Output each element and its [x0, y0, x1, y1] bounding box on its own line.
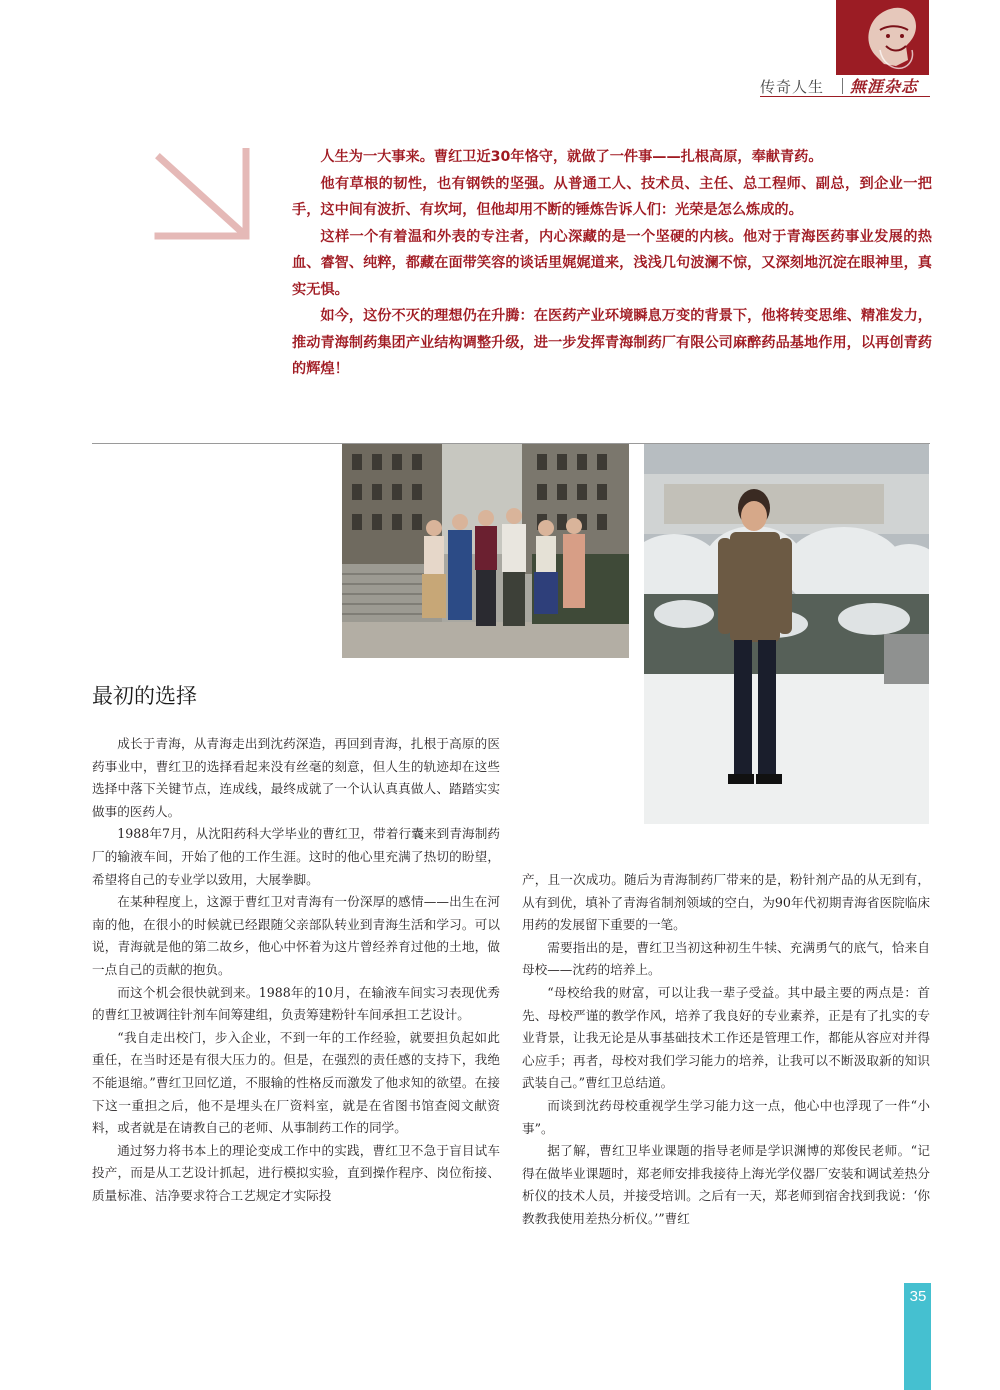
- article-column-right: [522, 869, 930, 1231]
- article-column-left: [92, 733, 500, 1207]
- arrow-down-right-icon: [152, 148, 256, 244]
- section-heading: 最初的选择: [92, 684, 197, 708]
- intro-paragraph: 如今，这份不灭的理想仍在升腾：在医药产业环境瞬息万变的背景下，他将转变思维、精准发力，推动青海制药集团产业结构调整升级，进一步发挥青海制药厂有限公司麻醉药品基地作用，以再创青药的辉煌！: [292, 308, 932, 377]
- section-label: 传奇人生: [760, 78, 825, 96]
- body-paragraph: 而这个机会很快就到来。1988年的10月，在输液车间实习表现优秀的曹红卫被调往针剂车间筹建组，负责筹建粉针车间承担工艺设计。: [92, 984, 500, 1023]
- body-paragraph: 产，且一次成功。随后为青海制药厂带来的是，粉针剂产品的从无到有，从有到优，填补了青海省制剂领域的空白，为90年代初期青海省医院临床用药的发展留下重要的一笔。: [522, 872, 930, 933]
- body-paragraph: 1988年7月，从沈阳药科大学毕业的曹红卫，带着行囊来到青海制药厂的输液车间，开始了他的工作生涯。这时的他心里充满了热切的盼望，希望将自己的专业学以致用，大展拳脚。: [92, 826, 500, 887]
- intro-paragraph: 人生为一大事来。曹红卫近30年恪守，就做了一件事——扎根高原，奉献青药。: [320, 149, 823, 165]
- header-underline: [760, 96, 930, 97]
- header-separator: [842, 78, 843, 94]
- body-paragraph: “我自走出校门，步入企业，不到一年的工作经验，就要担负起如此重任，在当时还是有很大压力的。但是，在强烈的责任感的支持下，我绝不能退缩。”曹红卫回忆道，不服输的性格反而激发了他求知的欲望。在接下这一重担之后，他不是埋头在厂资料室，就是在省图书馆查阅文献资料，或者就是在请教自己的老师、从事制药工作的同学。: [92, 1029, 500, 1136]
- body-paragraph: 需要指出的是，曹红卫当初这种初生牛犊、充满勇气的底气，恰来自母校——沈药的培养上。: [522, 939, 930, 978]
- body-paragraph: 而谈到沈药母校重视学生学习能力这一点，他心中也浮现了一件“小事”。: [522, 1097, 930, 1136]
- intro-summary: [292, 144, 932, 383]
- brand-logo-icon: [836, 0, 929, 75]
- intro-paragraph: 他有草根的韧性，也有钢铁的坚强。从普通工人、技术员、主任、总工程师、副总，到企业一把手，这中间有波折、有坎坷，但他却用不断的锤炼告诉人们：光荣是怎么炼成的。: [292, 175, 932, 218]
- body-paragraph: 通过努力将书本上的理论变成工作中的实践，曹红卫不急于盲目试车投产，而是从工艺设计抓起，进行模拟实验，直到操作程序、岗位衔接、质量标准、洁净要求符合工艺规定才实际投: [92, 1142, 500, 1203]
- group-photo: [342, 444, 629, 658]
- body-paragraph: 据了解，曹红卫毕业课题的指导老师是学识渊博的郑俊民老师。“记得在做毕业课题时，郑老师安排我接待上海光学仪器厂安装和调试差热分析仪的技术人员，并接受培训。之后有一天，郑老师到宿舍找到我说：‘你教教我使用差热分析仪。’”曹红: [522, 1143, 930, 1226]
- body-paragraph: 在某种程度上，这源于曹红卫对青海有一份深厚的感情——出生在河南的他，在很小的时候就已经跟随父亲部队转业到青海生活和学习。可以说，青海就是他的第二故乡，他心中怀着为这片曾经养育过他的土地，做一点自己的贡献的抱负。: [92, 894, 500, 977]
- portrait-photo: [644, 444, 929, 824]
- brand-title: 無涯杂志: [850, 77, 919, 96]
- page-number: 35: [909, 1288, 927, 1305]
- intro-paragraph: 这样一个有着温和外表的专注者，内心深藏的是一个坚硬的内核。他对于青海医药事业发展的热血、睿智、纯粹，都藏在面带笑容的谈话里娓娓道来，浅浅几句波澜不惊，又深刻地沉淀在眼神里，真实无惧。: [292, 228, 932, 298]
- body-paragraph: 成长于青海，从青海走出到沈药深造，再回到青海，扎根于高原的医药事业中，曹红卫的选择看起来没有丝毫的刻意，但人生的轨迹却在这些选择中落下关键节点，连成线，最终成就了一个认认真真做人、踏踏实实做事的医药人。: [92, 736, 500, 819]
- body-paragraph: “母校给我的财富，可以让我一辈子受益。其中最主要的两点是：首先、母校严谨的教学作风，培养了我良好的专业素养，正是有了扎实的专业背景，让我无论是从事基础技术工作还是管理工作，都能从容应对并得心应手；再者，母校对我们学习能力的培养，让我可以不断汲取新的知识武装自己。”曹红卫总结道。: [522, 984, 930, 1091]
